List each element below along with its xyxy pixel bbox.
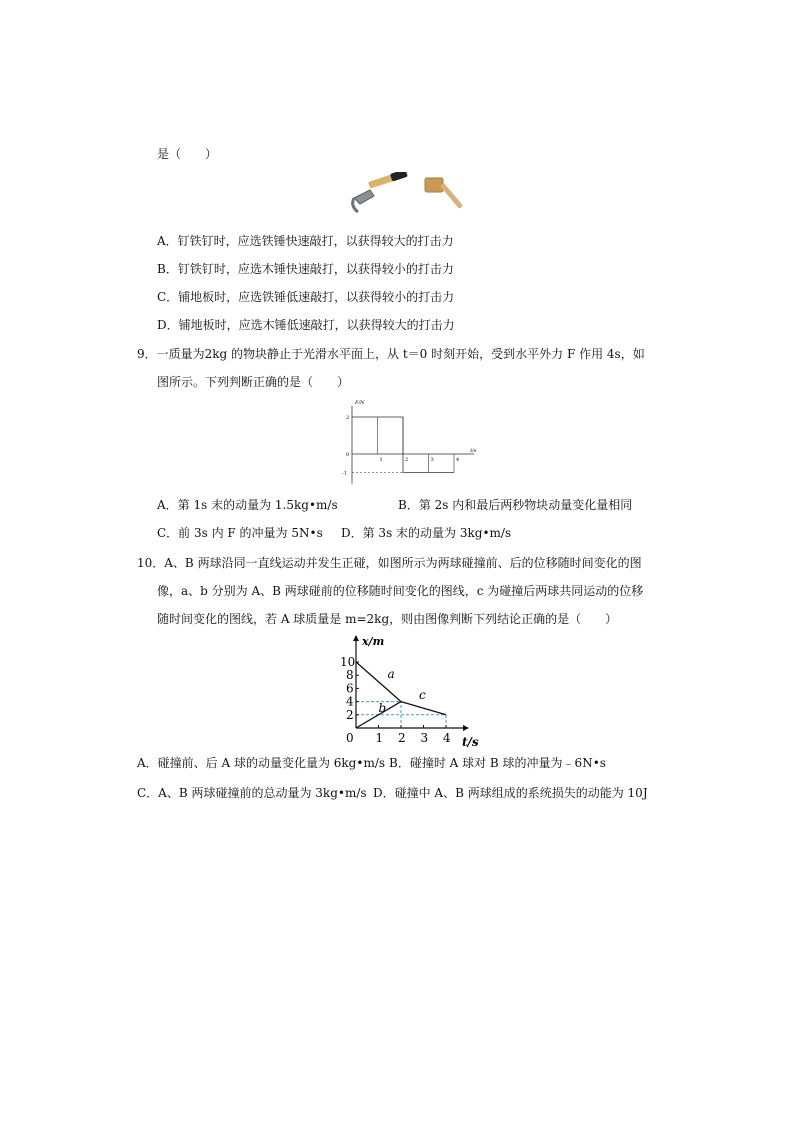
q9-stem-line2: 图所示。下列判断正确的是（ ） xyxy=(157,375,350,389)
x-tick-label: 4 xyxy=(443,731,451,745)
x-axis-label: t/s xyxy=(462,735,479,749)
y-axis-arrow xyxy=(353,635,359,641)
q9-stem-line1: 9．一质量为2kg 的物块静止于光滑水平面上，从 t＝0 时刻开始，受到水平外力 F 作用 4s，如 xyxy=(137,347,645,361)
q8-option-b: B．钉铁钉时，应选木锤快速敲打，以获得较小的打击力 xyxy=(157,262,454,276)
x-tick-label: 2 xyxy=(405,457,409,463)
x-tick-label: 2 xyxy=(398,731,406,745)
q8-option-c: C．铺地板时，应选铁锤低速敲打，以获得较小的打击力 xyxy=(157,290,455,304)
wooden-mallet-icon xyxy=(425,178,463,209)
q9-option-a: A．第 1s 末的动量为 1.5kg•m/s xyxy=(157,498,338,512)
q9-option-b: B．第 2s 内和最后两秒物块动量变化量相同 xyxy=(398,498,633,512)
q10-option-d: D．碰撞中 A、B 两球组成的系统损失的动能为 10J xyxy=(373,786,648,800)
y-tick-label: 2 xyxy=(346,707,354,722)
q10-stem-line1: 10．A、B 两球沿同一直线运动并发生正碰，如图所示为两球碰撞前、后的位移随时间变化的图 xyxy=(137,556,642,570)
q8-option-a: A．钉铁钉时，应选铁锤快速敲打，以获得较大的打击力 xyxy=(157,234,454,248)
x-axis-arrow xyxy=(463,725,469,731)
displacement-time-chart xyxy=(330,632,490,750)
q9-option-c: C．前 3s 内 F 的冲量为 5N•s xyxy=(157,526,323,540)
q10-stem-line2: 像，a、b 分别为 A、B 两球碰前的位移随时间变化的图线，c 为碰撞后两球共同运动的位移 xyxy=(157,584,644,598)
hammer-figure xyxy=(348,172,472,216)
series-label-b: b xyxy=(378,701,387,716)
q10-option-a: A．碰撞前、后 A 球的动量变化量为 6kg•m/s xyxy=(137,756,386,770)
x-tick-label: 0 xyxy=(346,731,354,745)
q10-stem-line3: 随时间变化的图线，若 A 球质量是 m=2kg，则由图像判断下列结论正确的是（ ） xyxy=(157,612,618,626)
y-tick-label: 2 xyxy=(346,415,350,421)
series-label-a: a xyxy=(387,666,395,681)
y-tick-label: 10 xyxy=(340,655,356,669)
force-time-chart xyxy=(338,396,488,490)
y-axis-label: F/N xyxy=(355,400,365,406)
q10-option-c: C．A、B 两球碰撞前的总动量为 3kg•m/s xyxy=(137,786,367,800)
x-tick-label: 3 xyxy=(420,731,429,745)
y-tick-label: 0 xyxy=(346,452,350,458)
iron-hammer-icon xyxy=(353,172,409,212)
series-label-c: c xyxy=(419,687,426,702)
x-tick-label: 4 xyxy=(456,457,460,463)
q8-stem-tail: 是（ ） xyxy=(157,147,218,161)
y-tick-label: -1 xyxy=(342,470,347,477)
x-tick-label: 1 xyxy=(375,731,384,745)
x-tick-label: 3 xyxy=(430,457,434,463)
y-tick-label: 6 xyxy=(346,681,354,696)
q9-option-d: D．第 3s 末的动量为 3kg•m/s xyxy=(341,526,512,540)
series-line-c xyxy=(401,702,446,715)
q8-option-d: D．铺地板时，应选木锤低速敲打，以获得较大的打击力 xyxy=(157,318,455,332)
q10-option-b: B．碰撞时 A 球对 B 球的冲量为﹣6N•s xyxy=(389,756,606,770)
y-tick-label: 4 xyxy=(346,694,354,709)
x-axis-label: t/s xyxy=(470,448,477,454)
x-tick-label: 1 xyxy=(379,457,383,463)
y-axis-label: x/m xyxy=(362,635,385,648)
y-tick-label: 8 xyxy=(346,668,354,683)
